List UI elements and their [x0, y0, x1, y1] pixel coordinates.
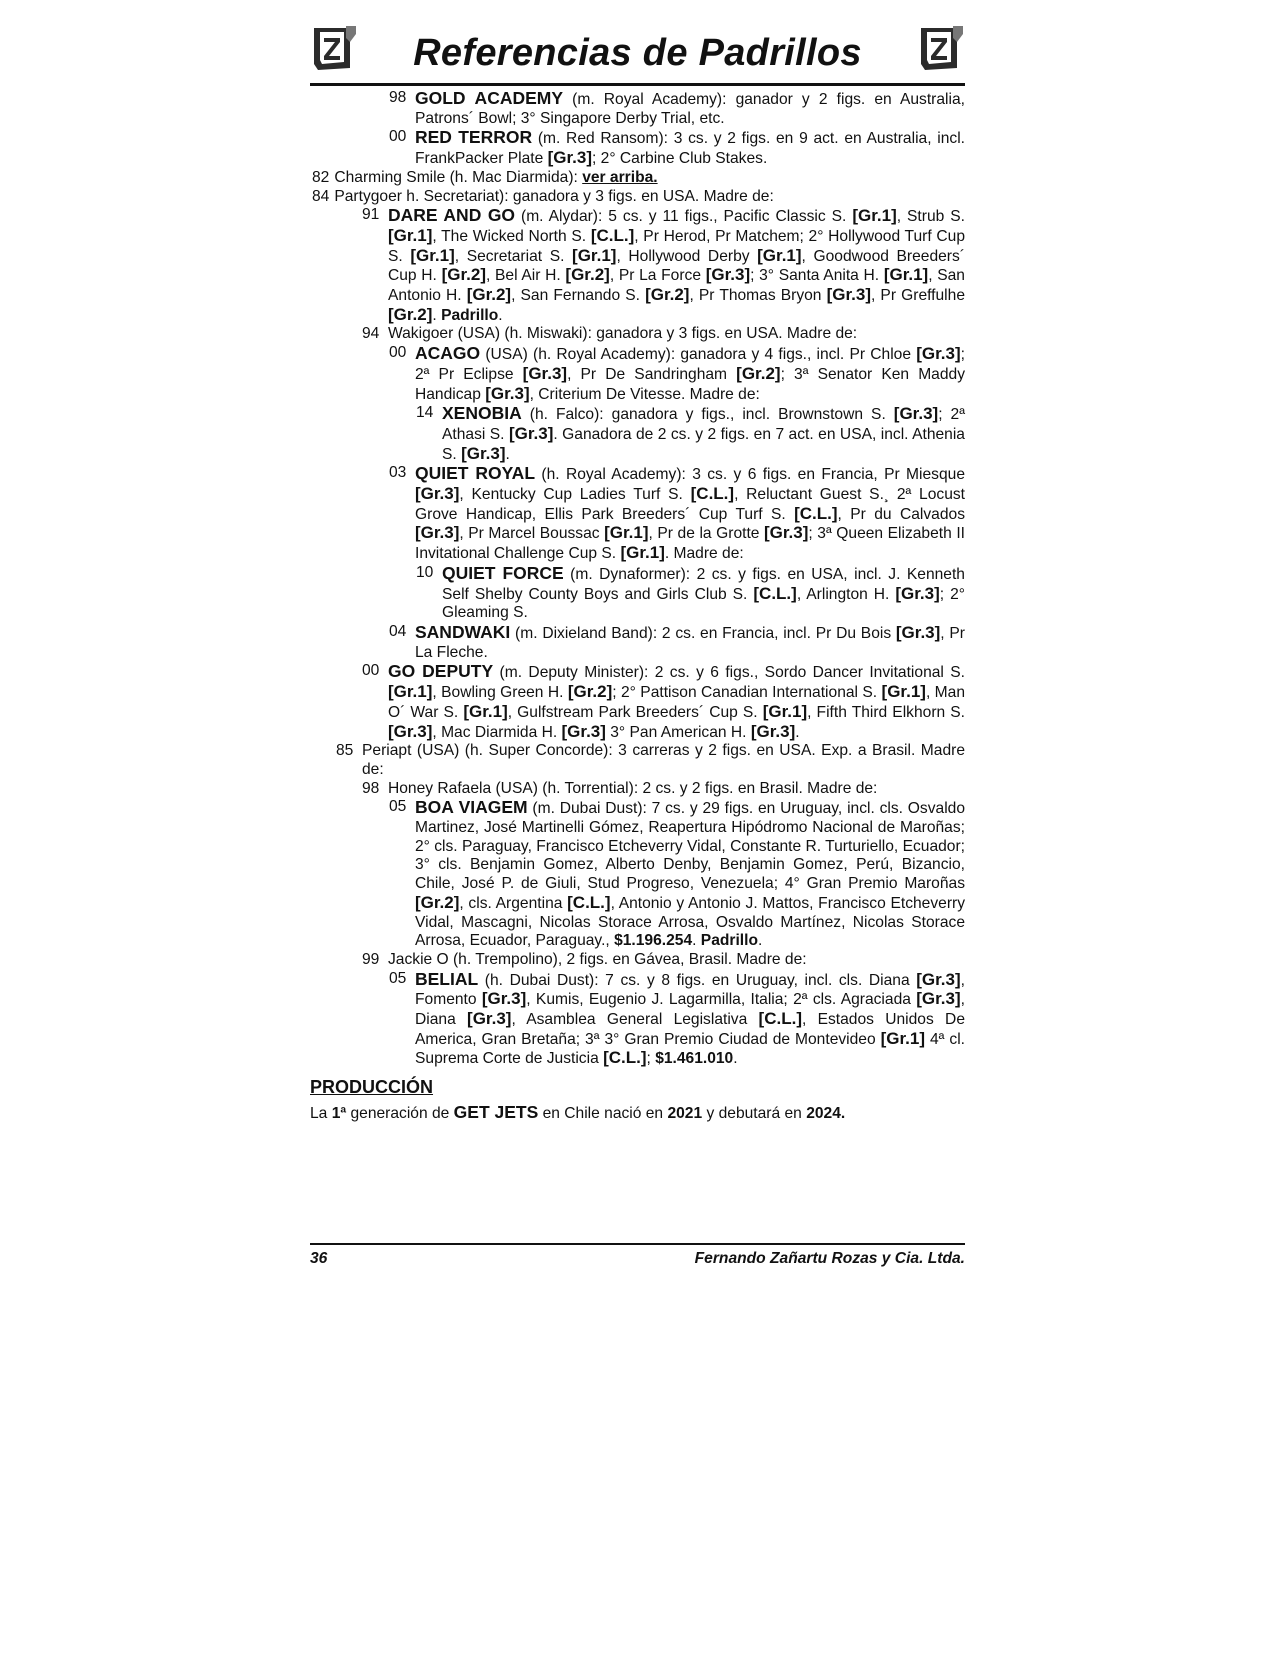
pedigree-list: [310, 89, 965, 1069]
race-grade: [Gr.2]: [645, 285, 690, 305]
page-title: Referencias de Padrillos: [413, 32, 862, 74]
race-grade: [Gr.3]: [895, 622, 941, 642]
race-grade: [Gr.1]: [604, 523, 649, 543]
pedigree-entry: [310, 798, 965, 951]
text-fragment: , Secretariat S.: [454, 247, 573, 265]
text-fragment: (m. Alydar): 5 cs. y 11 figs., Pacific Classic S.: [515, 208, 853, 226]
text-fragment: 4ª cl. Suprema Corte de Justicia: [415, 1030, 965, 1068]
pedigree-entry: [310, 404, 965, 464]
text-fragment: (h. Royal Academy): 3 cs. y 6 figs. en Francia, Pr Miesque: [535, 466, 965, 484]
race-grade: [C.L.]: [590, 225, 635, 245]
race-grade: [Gr.1]: [463, 701, 508, 721]
race-grade: [C.L.]: [758, 1009, 802, 1029]
text-fragment: ; 3ª Senator Ken Maddy Handicap: [415, 365, 965, 403]
text-fragment: ; 3° Santa Anita H.: [750, 267, 884, 285]
text-fragment: .: [758, 932, 763, 950]
page-header: [310, 22, 965, 82]
foal-year: 84: [312, 187, 330, 205]
text-fragment: (m. Dixieland Band): 2 cs. en Francia, incl. Pr Du Bois: [510, 624, 896, 642]
text-fragment: ; 2° Pattison Canadian International S.: [612, 684, 882, 702]
text-fragment: , Arlington H.: [796, 585, 896, 603]
text-fragment: y debutará en: [702, 1105, 807, 1123]
text-fragment: (m. Red Ransom): 3 cs. y 2 figs. en 9 act. en Australia, incl. FrankPacker Plate: [415, 130, 965, 168]
foal-year: 00: [389, 344, 407, 362]
production-heading: PRODUCCIÓN: [310, 1077, 434, 1098]
text-fragment: .: [692, 932, 701, 950]
text-fragment: , Mac Diarmida H.: [432, 723, 562, 741]
text-fragment: , Pr de la Grotte: [648, 525, 764, 543]
foal-year: 03: [389, 464, 407, 482]
pedigree-entry: [310, 128, 965, 168]
text-fragment: , Pr Greffulhe: [871, 287, 965, 305]
text-fragment: ; 2ª Pr Eclipse: [415, 346, 965, 383]
race-grade: [Gr.3]: [916, 344, 961, 364]
text-fragment: (USA) (h. Royal Academy): ganadora y 4 figs., incl. Pr Chloe: [480, 346, 917, 364]
race-grade: [Gr.3]: [895, 583, 940, 603]
text-fragment: , Antonio y Antonio J. Mattos, Francisco Etcheverry Vidal, Mascagni, Nicolas Storace Arrosa, Osvaldo Martínez, Nicolas Storace Arrosa, Ecuador, Paraguay.,: [415, 894, 965, 950]
race-grade: [Gr.3]: [916, 989, 961, 1009]
foal-year: 00: [362, 662, 380, 680]
text-fragment: ; 2° Carbine Club Stakes.: [592, 150, 768, 168]
text-fragment: , Asamblea General Legislativa: [511, 1011, 759, 1029]
race-grade: [Gr.3]: [893, 404, 939, 424]
text-fragment: , The Wicked North S.: [432, 227, 591, 245]
race-grade: [C.L.]: [690, 484, 735, 504]
race-grade: [Gr.1]: [410, 245, 455, 265]
text-fragment: generación de: [346, 1105, 454, 1123]
race-grade: [Gr.1]: [757, 245, 802, 265]
race-grade: [Gr.3]: [522, 363, 568, 383]
bold-text: 2021: [667, 1105, 703, 1123]
race-grade: [Gr.1]: [852, 206, 897, 226]
text-fragment: (m. Dubai Dust): 7 cs. y 29 figs. en Uruguay, incl. cls. Osvaldo Martinez, José Martinelli Gómez, Reapertura Hipódromo Nacional de Maroñas; 2° cls. Paraguay, Francisco Etcheverry Vidal, Constante R. Turturiello, Ecuador; 3° cls. Benjamin Gomez, Alberto Denby, Benjamin Gomez, Perú, Bizancio, Chile, José P. de Giuli, Stud Progreso, Venezuela; 4° Gran Premio Maroñas: [415, 800, 965, 893]
horse-name: DARE AND GO: [388, 205, 516, 226]
text-fragment: , Bel Air H.: [485, 267, 566, 285]
text-fragment: (m. Deputy Minister): 2 cs. y 6 figs., Sordo Dancer Invitational S.: [493, 664, 966, 682]
page: [310, 22, 965, 1123]
foal-year: 05: [389, 969, 407, 987]
text-fragment: , Diana: [415, 991, 965, 1029]
text-fragment: Wakigoer (USA) (h. Miswaki): ganadora y 3 figs. en USA. Madre de:: [388, 325, 858, 343]
text-fragment: .: [498, 306, 503, 324]
page-number: 36: [310, 1250, 328, 1267]
text-fragment: , Man O´ War S.: [388, 684, 965, 721]
pedigree-entry: [310, 206, 965, 325]
bold-text: 2024.: [806, 1105, 846, 1123]
foal-year: 94: [362, 325, 380, 343]
horse-name: QUIET FORCE: [442, 562, 564, 583]
text-fragment: , Goodwood Breeders´ Cup H.: [388, 247, 965, 285]
race-grade: [Gr.3]: [826, 285, 871, 305]
horse-name: GO DEPUTY: [388, 661, 494, 682]
text-fragment: , Strub S.: [896, 208, 965, 226]
text-fragment: , Fifth Third Elkhorn S.: [807, 703, 966, 721]
race-grade: [Gr.2]: [441, 265, 486, 285]
text-fragment: , cls. Argentina: [459, 894, 568, 912]
pedigree-entry: [310, 742, 965, 779]
race-grade: [Gr.3]: [461, 443, 506, 463]
shield-z-logo-icon: [917, 24, 965, 74]
race-grade: [Gr.2]: [567, 682, 613, 702]
race-grade: [Gr.3]: [764, 523, 809, 543]
bold-text: Padrillo: [700, 932, 758, 950]
text-fragment: , Gulfstream Park Breeders´ Cup S.: [507, 703, 763, 721]
race-grade: [Gr.2]: [565, 265, 610, 285]
text-fragment: , San Fernando S.: [511, 287, 646, 305]
horse-name: ACAGO: [415, 343, 481, 364]
text-fragment: .: [733, 1050, 738, 1068]
cross-reference-link[interactable]: ver arriba.: [582, 168, 658, 186]
horse-name: RED TERROR: [415, 127, 533, 148]
text-fragment: , Pr Herod, Pr Matchem; 2° Hollywood Turf Cup S.: [388, 227, 965, 265]
text-fragment: , Pr Thomas Bryon: [689, 287, 827, 305]
text-fragment: La: [310, 1105, 332, 1123]
pedigree-entry: [310, 623, 965, 662]
horse-name: XENOBIA: [442, 403, 522, 424]
foal-year: 10: [416, 563, 434, 581]
race-grade: [Gr.3]: [705, 265, 751, 285]
text-fragment: , Estados Unidos De America, Gran Bretaña; 3ª 3° Gran Premio Ciudad de Montevideo: [415, 1011, 965, 1048]
text-fragment: . Madre de:: [664, 545, 744, 563]
publisher-name: Fernando Zañartu Rozas y Cia. Ltda.: [694, 1250, 965, 1267]
race-grade: [Gr.3]: [561, 721, 606, 741]
race-grade: [Gr.3]: [750, 721, 796, 741]
foal-year: 85: [336, 742, 354, 760]
pedigree-entry: [310, 662, 965, 742]
text-fragment: (h. Dubai Dust): 7 cs. y 8 figs. en Uruguay, incl. cls. Diana: [478, 971, 917, 989]
race-grade: [Gr.3]: [481, 989, 527, 1009]
pedigree-entry: [310, 780, 965, 799]
text-fragment: , Hollywood Derby: [616, 247, 758, 265]
race-grade: [Gr.3]: [415, 484, 460, 504]
foal-year: 05: [389, 798, 407, 816]
horse-name: QUIET ROYAL: [415, 463, 536, 484]
race-grade: [Gr.3]: [388, 721, 433, 741]
text-fragment: en Chile nació en: [538, 1105, 668, 1123]
text-fragment: (m. Dynaformer): 2 cs. y figs. en USA, incl. J. Kenneth Self Shelby County Boys and Girls Club S.: [442, 565, 965, 603]
text-fragment: .: [432, 306, 442, 324]
page-footer: [310, 1243, 965, 1268]
text-fragment: 3° Pan American H.: [605, 723, 751, 741]
race-grade: [Gr.1]: [388, 225, 433, 245]
text-fragment: , Pr Marcel Boussac: [459, 525, 605, 543]
race-grade: [Gr.1]: [880, 1028, 926, 1048]
text-fragment: , Bowling Green H.: [432, 684, 568, 702]
race-grade: [Gr.1]: [388, 682, 433, 702]
foal-year: 82: [312, 168, 330, 186]
race-grade: [Gr.1]: [620, 543, 665, 563]
foal-year: 99: [362, 950, 380, 968]
header-rule: [310, 83, 965, 86]
text-fragment: Periapt (USA) (h. Super Concorde): 3 carreras y 2 figs. en USA. Exp. a Brasil. Madre de:: [362, 742, 965, 778]
pedigree-entry: [310, 970, 965, 1070]
text-fragment: ; 2ª Athasi S.: [442, 406, 965, 443]
text-fragment: (h. Falco): ganadora y figs., incl. Brownstown S.: [521, 406, 894, 424]
text-fragment: , Pr De Sandringham: [567, 365, 737, 383]
race-grade: [Gr.2]: [415, 892, 460, 912]
text-fragment: , Pr du Calvados: [837, 505, 965, 523]
pedigree-entry: [310, 325, 965, 344]
bold-text: 1ª: [331, 1105, 347, 1123]
text-fragment: Honey Rafaela (USA) (h. Torrential): 2 cs. y 2 figs. en Brasil. Madre de:: [388, 779, 878, 797]
horse-name: BOA VIAGEM: [415, 797, 528, 818]
pedigree-entry: [310, 951, 965, 970]
text-fragment: , Kentucky Cup Ladies Turf S.: [459, 486, 691, 504]
pedigree-entry: [310, 344, 965, 404]
text-fragment: . Ganadora de 2 cs. y 2 figs. en 7 act. en USA, incl. Athenia S.: [442, 425, 965, 463]
race-grade: [Gr.2]: [736, 363, 781, 383]
horse-name: GOLD ACADEMY: [415, 88, 564, 108]
horse-name: BELIAL: [415, 968, 479, 989]
text-fragment: ; 2° Gleaming S.: [442, 585, 966, 622]
text-fragment: .: [795, 723, 800, 741]
text-fragment: , Pr La Fleche.: [415, 624, 965, 661]
race-grade: [Gr.3]: [916, 969, 961, 989]
race-grade: [C.L.]: [603, 1048, 647, 1068]
race-grade: [Gr.3]: [485, 383, 530, 403]
foal-year: 00: [389, 128, 407, 146]
race-grade: [Gr.3]: [547, 148, 593, 168]
text-fragment: , San Antonio H.: [388, 267, 965, 305]
horse-name: SANDWAKI: [415, 621, 511, 642]
horse-name: GET JETS: [453, 1102, 539, 1123]
race-grade: [C.L.]: [794, 503, 838, 523]
race-grade: [Gr.1]: [762, 701, 808, 721]
text-fragment: (m. Royal Academy): ganador y 2 figs. en Australia, Patrons´ Bowl; 3° Singapore Derby Trial, etc.: [415, 91, 965, 127]
foal-year: 91: [362, 206, 380, 224]
pedigree-entry: [310, 89, 965, 128]
bold-text: Padrillo: [441, 306, 499, 324]
race-grade: [Gr.1]: [572, 245, 617, 265]
race-grade: [Gr.2]: [466, 285, 512, 305]
text-fragment: , Kumis, Eugenio J. Lagarmilla, Italia; 2ª cls. Agraciada: [526, 991, 917, 1009]
text-fragment: , Reluctant Guest S.¸ 2ª Locust Grove Handicap, Ellis Park Breeders´ Cup Turf S.: [415, 486, 966, 523]
pedigree-entry: [310, 169, 965, 188]
pedigree-entry: [310, 564, 965, 623]
race-grade: [C.L.]: [567, 892, 611, 912]
text-fragment: .: [505, 445, 510, 463]
foal-year: 14: [416, 404, 434, 422]
race-grade: [Gr.3]: [415, 523, 460, 543]
text-fragment: ; 3ª Queen Elizabeth II Invitational Challenge Cup S.: [415, 525, 965, 563]
production-text: [310, 1102, 965, 1123]
text-fragment: , Pr La Force: [609, 267, 706, 285]
foal-year: 04: [389, 622, 407, 640]
pedigree-entry: [310, 464, 965, 564]
text-fragment: Jackie O (h. Trempolino), 2 figs. en Gávea, Brasil. Madre de:: [388, 950, 807, 968]
text-fragment: Partygoer h. Secretariat): ganadora y 3 figs. en USA. Madre de:: [334, 187, 774, 205]
text-fragment: , Criterium De Vitesse. Madre de:: [529, 385, 760, 403]
footer-rule: [310, 1243, 965, 1245]
pedigree-entry: [310, 188, 965, 207]
bold-text: $1.196.254: [614, 932, 693, 950]
text-fragment: , Fomento: [415, 971, 965, 1009]
race-grade: [C.L.]: [753, 583, 797, 603]
text-fragment: ;: [646, 1050, 656, 1068]
race-grade: [Gr.1]: [883, 265, 929, 285]
race-grade: [Gr.3]: [467, 1009, 512, 1029]
foal-year: 98: [362, 779, 380, 797]
foal-year: 98: [389, 89, 407, 106]
bold-text: $1.461.010: [655, 1050, 734, 1068]
text-fragment: Charming Smile (h. Mac Diarmida):: [334, 168, 583, 186]
race-grade: [Gr.3]: [508, 423, 554, 443]
race-grade: [Gr.2]: [388, 304, 433, 324]
race-grade: [Gr.1]: [881, 682, 926, 702]
